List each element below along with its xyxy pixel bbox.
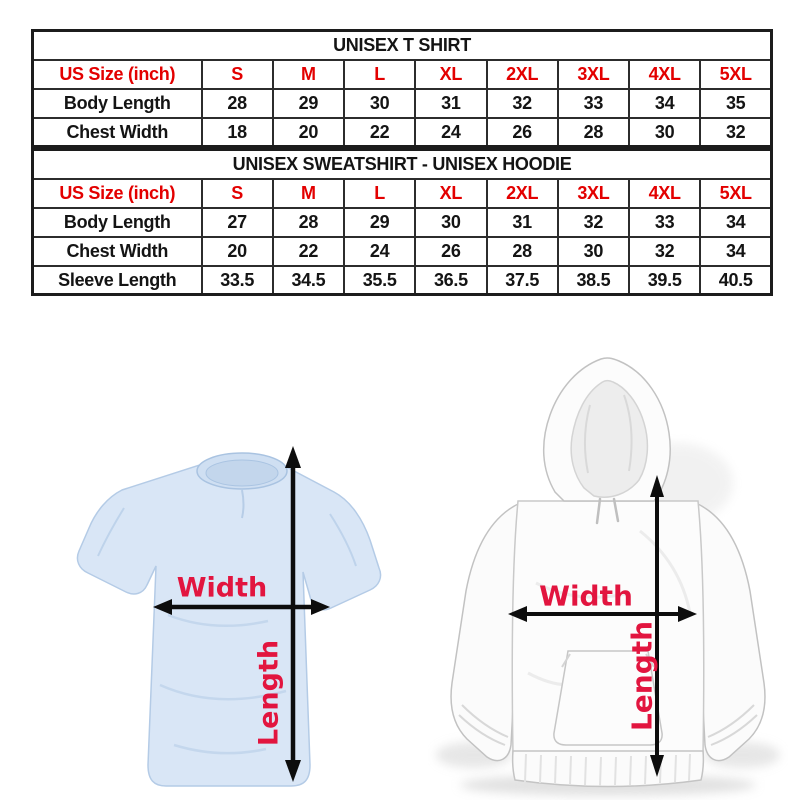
row-label: Body Length	[33, 208, 202, 237]
sweatshirt-size-table	[31, 148, 773, 296]
size-value: 29	[273, 89, 344, 118]
size-value: 30	[415, 208, 486, 237]
size-value: 35	[700, 89, 771, 118]
column-header: L	[344, 60, 415, 89]
table-row	[33, 266, 772, 295]
size-value: 28	[273, 208, 344, 237]
size-value: 31	[415, 89, 486, 118]
size-tables-section	[31, 29, 770, 296]
size-value: 32	[700, 118, 771, 147]
column-header: 5XL	[700, 60, 771, 89]
row-label: Sleeve Length	[33, 266, 202, 295]
size-value: 34	[629, 89, 700, 118]
size-value: 34.5	[273, 266, 344, 295]
size-value: 26	[487, 118, 558, 147]
size-value: 33.5	[202, 266, 273, 295]
size-value: 32	[629, 237, 700, 266]
column-header: S	[202, 179, 273, 208]
size-value: 28	[558, 118, 629, 147]
size-value: 26	[415, 237, 486, 266]
column-header: M	[273, 60, 344, 89]
column-header: US Size (inch)	[33, 60, 202, 89]
tshirt-diagram	[60, 430, 390, 800]
width-label: Width	[176, 572, 268, 604]
size-value: 28	[202, 89, 273, 118]
table-title-row	[33, 31, 772, 60]
size-value: 30	[629, 118, 700, 147]
size-value: 22	[344, 118, 415, 147]
size-value: 34	[700, 237, 771, 266]
size-value: 32	[487, 89, 558, 118]
size-value: 20	[202, 237, 273, 266]
tshirt-size-table	[31, 29, 773, 148]
size-value: 31	[487, 208, 558, 237]
table-title: UNISEX SWEATSHIRT - UNISEX HOODIE	[33, 150, 772, 179]
table-title-row	[33, 150, 772, 179]
size-value: 34	[700, 208, 771, 237]
size-value: 24	[415, 118, 486, 147]
tshirt-illustration	[60, 430, 390, 800]
width-label: Width	[539, 579, 633, 613]
column-header: 2XL	[487, 179, 558, 208]
column-header: XL	[415, 179, 486, 208]
column-header: M	[273, 179, 344, 208]
table-title: UNISEX T SHIRT	[33, 31, 772, 60]
size-value: 20	[273, 118, 344, 147]
hoodie-diagram	[428, 353, 788, 800]
column-header: 5XL	[700, 179, 771, 208]
table-row	[33, 208, 772, 237]
length-label: Length	[625, 620, 659, 732]
column-header: US Size (inch)	[33, 179, 202, 208]
size-value: 29	[344, 208, 415, 237]
length-label: Length	[253, 639, 285, 747]
row-label: Chest Width	[33, 118, 202, 147]
size-value: 27	[202, 208, 273, 237]
size-value: 40.5	[700, 266, 771, 295]
size-value: 35.5	[344, 266, 415, 295]
size-value: 30	[344, 89, 415, 118]
table-header-row	[33, 60, 772, 89]
row-label: Body Length	[33, 89, 202, 118]
column-header: S	[202, 60, 273, 89]
size-value: 18	[202, 118, 273, 147]
row-label: Chest Width	[33, 237, 202, 266]
column-header: L	[344, 179, 415, 208]
size-value: 38.5	[558, 266, 629, 295]
size-value: 28	[487, 237, 558, 266]
column-header: XL	[415, 60, 486, 89]
table-header-row	[33, 179, 772, 208]
column-header: 4XL	[629, 60, 700, 89]
hoodie-illustration	[428, 353, 788, 800]
size-value: 22	[273, 237, 344, 266]
column-header: 3XL	[558, 60, 629, 89]
table-row	[33, 237, 772, 266]
size-value: 30	[558, 237, 629, 266]
size-value: 24	[344, 237, 415, 266]
table-row	[33, 89, 772, 118]
column-header: 3XL	[558, 179, 629, 208]
size-value: 36.5	[415, 266, 486, 295]
size-value: 32	[558, 208, 629, 237]
column-header: 4XL	[629, 179, 700, 208]
table-row	[33, 118, 772, 147]
column-header: 2XL	[487, 60, 558, 89]
size-value: 39.5	[629, 266, 700, 295]
size-value: 33	[558, 89, 629, 118]
size-value: 33	[629, 208, 700, 237]
size-value: 37.5	[487, 266, 558, 295]
